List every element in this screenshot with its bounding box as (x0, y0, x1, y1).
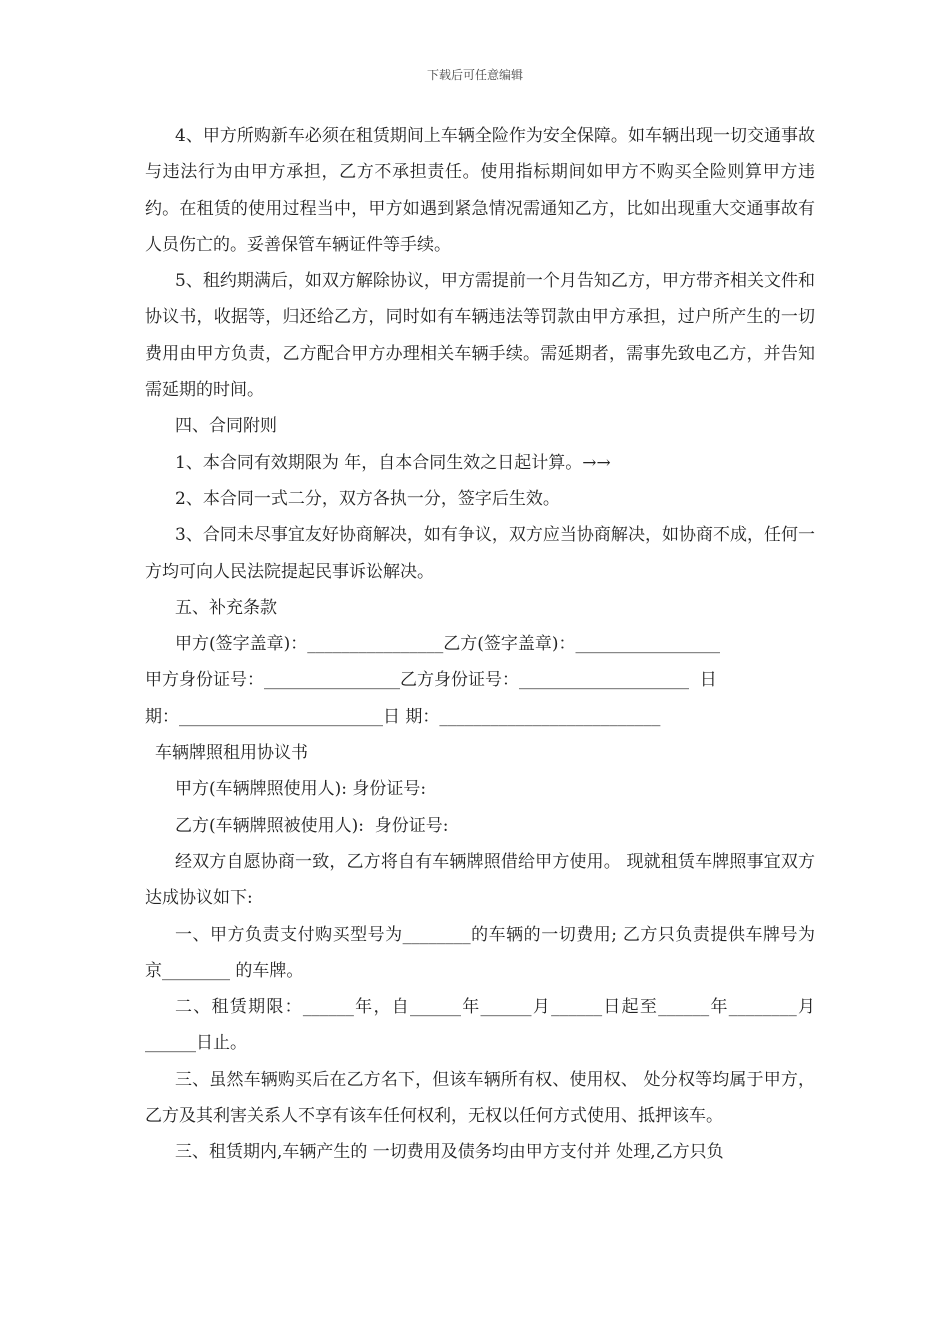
signature-line: 甲方(签字盖章)：________________乙方(签字盖章)：_________________ (175, 634, 721, 655)
article-3b: 三、租赁期内,车辆产生的 一切费用及债务均由甲方支付并 处理,乙方只负 (175, 1142, 724, 1163)
article-2: 二、租赁期限：______年，自______年______月______日起至______年________月______日止。 (145, 997, 815, 1054)
appendix-item-1: 1、本合同有效期限为 年，自本合同生效之日起计算。→→ (175, 452, 611, 473)
page-header: 下载后可任意编辑 (426, 68, 523, 82)
party-a-line: 甲方(车辆牌照使用人): 身份证号: (175, 779, 427, 800)
appendix-item-3: 3、合同未尽事宜友好协商解决，如有争议，双方应当协商解决，如协商不成，任何一方均可向人民法院提起民事诉讼解决。 (145, 525, 815, 582)
document-body (145, 118, 815, 1171)
clause-4: 4、甲方所购新车必须在租赁期间上车辆全险作为安全保障。如车辆出现一切交通事故与违法行为由甲方承担，乙方不承担责任。使用指标期间如甲方不购买全险则算甲方违约。在租赁的使用过程当中，甲方如遇到紧急情况需通知乙方，比如出现重大交通事故有人员伤亡的。妥善保管车辆证件等手续。 (145, 126, 815, 255)
document-title: 车辆牌照租用协议书 (155, 743, 308, 764)
party-b-line: 乙方(车辆牌照被使用人): 身份证号: (175, 815, 449, 836)
section-heading-5: 五、补充条款 (175, 597, 277, 618)
section-heading-4: 四、合同附则 (175, 416, 277, 437)
appendix-item-2: 2、本合同一式二分，双方各执一分，签字后生效。 (175, 488, 560, 509)
article-1: 一、甲方负责支付购买型号为________的车辆的一切费用; 乙方只负责提供车牌号为京________ 的车牌。 (145, 924, 815, 981)
id-number-line: 甲方身份证号：________________乙方身份证号：____________________ 日 (145, 670, 717, 691)
date-line: 期：________________________日 期：__________________________ (145, 706, 661, 727)
article-3: 三、虽然车辆购买后在乙方名下，但该车辆所有权、使用权、 处分权等均属于甲方，乙方及其利害关系人不享有该车任何权利，无权以任何方式使用、抵押该车。 (145, 1069, 815, 1127)
agreement-intro: 经双方自愿协商一致，乙方将自有车辆牌照借给甲方使用。 现就租赁车牌照事宜双方达成协议如下: (145, 851, 815, 909)
clause-5: 5、租约期满后，如双方解除协议，甲方需提前一个月告知乙方，甲方带齐相关文件和协议书，收据等，归还给乙方，同时如有车辆违法等罚款由甲方承担，过户所产生的一切费用由甲方负责，乙方配合甲方办理相关车辆手续。需延期者，需事先致电乙方，并告知需延期的时间。 (145, 271, 815, 401)
